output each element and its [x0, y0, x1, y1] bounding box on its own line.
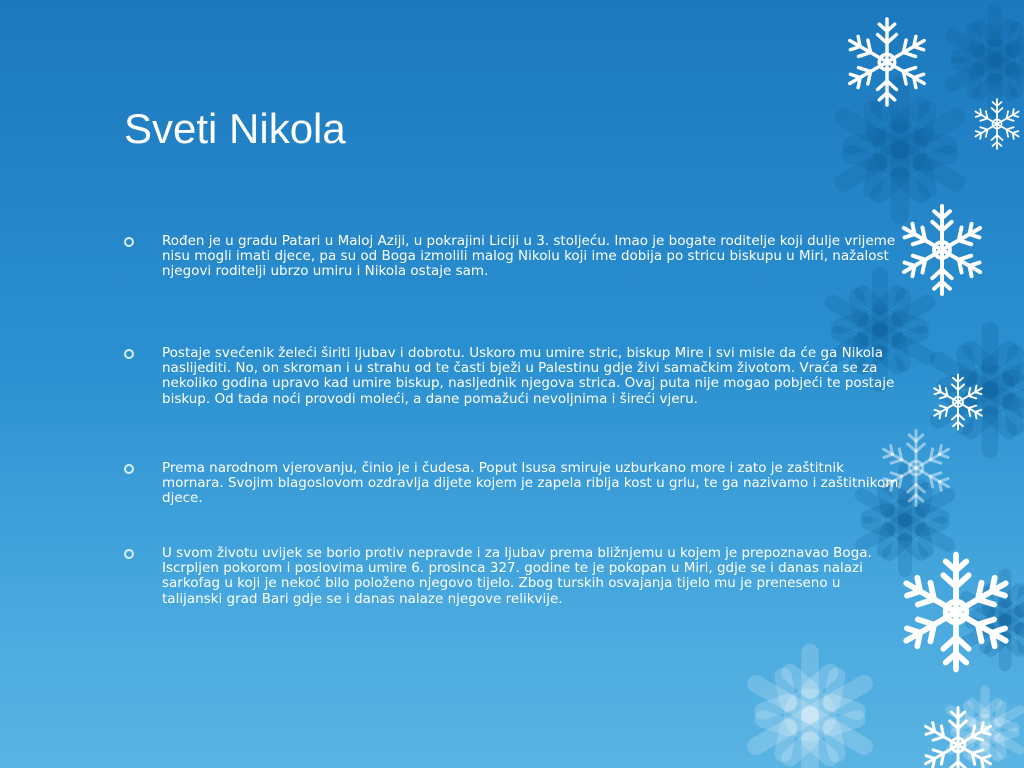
bullet-text: Rođen je u gradu Patari u Maloj Aziji, u pokrajini Liciji u 3. stoljeću. Imao je bogate roditelje koji dulje vrijeme nisu mogli imati djece, pa su od Boga izmolili malog Nikolu koji ime dobija po stricu biskupu u Miri, nažalost njegovi roditelji ubrzo umiru i Nikola ostaje sam.	[162, 233, 896, 280]
list-item	[124, 234, 914, 280]
bullet-circle-icon	[124, 237, 134, 247]
list-item	[124, 546, 914, 607]
bullet-text: Prema narodnom vjerovanju, činio je i čudesa. Poput Isusa smiruje uzburkano more i zato je zaštitnik mornara. Svojim blagoslovom ozdravlja dijete kojem je zapela riblja kost u grlu, te ga nazivamo i zaštitnikom djece.	[162, 460, 899, 507]
bullet-text: U svom životu uvijek se borio protiv nepravde i za ljubav prema bližnjemu u kojem je prepoznavao Boga. Iscrpljen pokorom i poslovima umire 6. prosinca 327. godine te je pokopan u Miri, gdje se i danas nalazi sarkofag u koji je nekoć bilo položeno njegovo tijelo. Zbog turskih osvajanja tijelo mu je preneseno u talijanski grad Bari gdje se i danas nalaze njegove relikvije.	[162, 545, 872, 607]
bullet-circle-icon	[124, 549, 134, 559]
bullet-circle-icon	[124, 349, 134, 359]
bullet-circle-icon	[124, 464, 134, 474]
bullet-text: Postaje svećenik želeći širiti ljubav i dobrotu. Uskoro mu umire stric, biskup Mire i svi misle da će ga Nikola naslijediti. No, on skroman i u strahu od te časti bježi u Palestinu gdje živi samačkim životom. Vraća se za nekoliko godina upravo kad umire biskup, nasljednik njegova strica. Ovaj puta nije mogao pobjeći te postaje biskup. Od tada noći provodi moleći, a dane pomažući nevoljnima i šireći vjeru.	[162, 345, 895, 407]
list-item	[124, 346, 914, 407]
list-item	[124, 461, 914, 507]
slide-title: Sveti Nikola	[124, 105, 346, 152]
